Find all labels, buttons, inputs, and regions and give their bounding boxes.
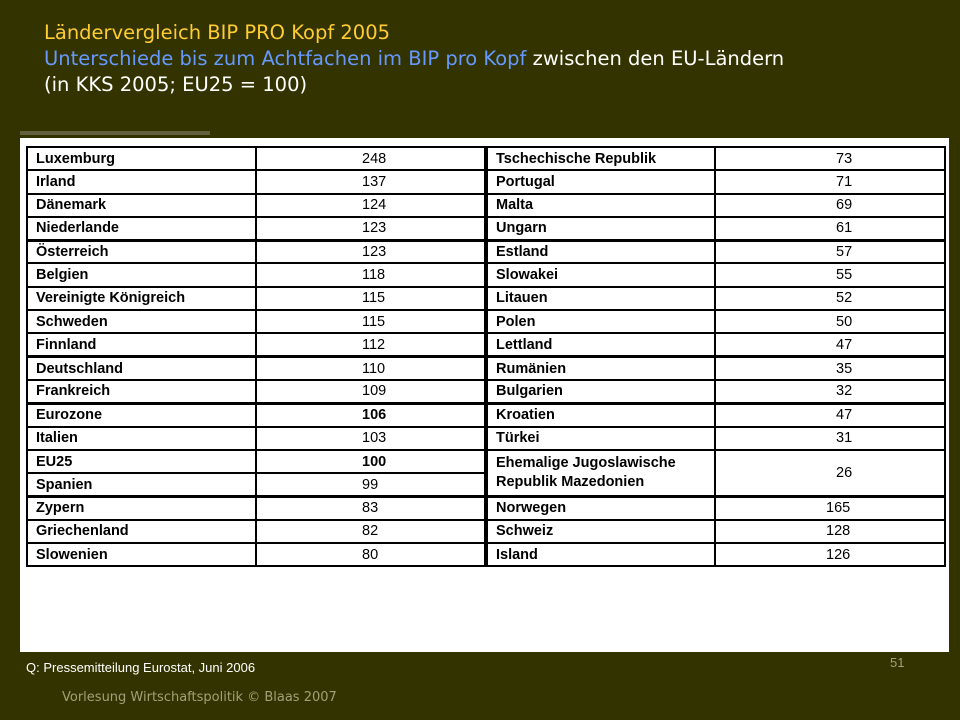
right-value: 55	[715, 263, 945, 286]
table-row	[27, 310, 945, 333]
right-value: 73	[715, 147, 945, 170]
right-country: Malta	[487, 194, 715, 217]
left-value: 118	[256, 263, 485, 286]
footer-text: Vorlesung Wirtschaftspolitik © Blaas 2007	[62, 690, 337, 705]
left-value: 124	[256, 194, 485, 217]
left-country: Österreich	[27, 240, 256, 263]
table-row	[27, 240, 945, 263]
table-row	[27, 380, 945, 403]
right-country: Polen	[487, 310, 715, 333]
table-row	[27, 217, 945, 240]
right-value: 165	[715, 496, 945, 519]
left-value: 110	[256, 357, 485, 380]
left-value: 83	[256, 496, 485, 519]
table-row	[27, 333, 945, 356]
right-value: 32	[715, 380, 945, 403]
right-country: Tschechische Republik	[487, 147, 715, 170]
left-country: Zypern	[27, 496, 256, 519]
left-country: Deutschland	[27, 357, 256, 380]
left-value: 82	[256, 520, 485, 543]
left-country: EU25	[27, 450, 256, 473]
left-country: Vereinigte Königreich	[27, 287, 256, 310]
table-row	[27, 520, 945, 543]
left-country: Eurozone	[27, 403, 256, 426]
right-country: Litauen	[487, 287, 715, 310]
right-value: 31	[715, 427, 945, 450]
table-row	[27, 403, 945, 426]
table-row	[27, 427, 945, 450]
right-value: 47	[715, 403, 945, 426]
right-value: 52	[715, 287, 945, 310]
left-country: Frankreich	[27, 380, 256, 403]
left-value: 109	[256, 380, 485, 403]
right-value: 128	[715, 520, 945, 543]
left-value: 115	[256, 287, 485, 310]
left-country: Niederlande	[27, 217, 256, 240]
right-country: Ungarn	[487, 217, 715, 240]
left-value: 106	[256, 403, 485, 426]
left-country: Irland	[27, 170, 256, 193]
right-value: 47	[715, 333, 945, 356]
slide-subtitle	[44, 46, 944, 72]
table-row	[27, 263, 945, 286]
slide-title: Ländervergleich BIP PRO Kopf 2005	[44, 21, 391, 44]
left-value: 112	[256, 333, 485, 356]
left-value: 80	[256, 543, 485, 566]
left-country: Italien	[27, 427, 256, 450]
right-country: Slowakei	[487, 263, 715, 286]
left-value: 123	[256, 217, 485, 240]
right-value: 126	[715, 543, 945, 566]
right-country: Schweiz	[487, 520, 715, 543]
right-country: Estland	[487, 240, 715, 263]
table-row	[27, 170, 945, 193]
left-value: 123	[256, 240, 485, 263]
left-country: Belgien	[27, 263, 256, 286]
subtitle-highlight: Unterschiede bis zum Achtfachen im BIP pro Kopf	[44, 47, 527, 70]
table-row	[27, 450, 945, 473]
right-country: Island	[487, 543, 715, 566]
right-value: 35	[715, 357, 945, 380]
right-country: Türkei	[487, 427, 715, 450]
right-value: 71	[715, 170, 945, 193]
page-number: 51	[890, 655, 905, 670]
left-value: 115	[256, 310, 485, 333]
right-value: 69	[715, 194, 945, 217]
right-value: 26	[715, 450, 945, 497]
table-row	[27, 194, 945, 217]
right-country: Bulgarien	[487, 380, 715, 403]
left-value: 137	[256, 170, 485, 193]
left-value: 103	[256, 427, 485, 450]
subtitle-rest: zwischen den EU-Ländern	[526, 47, 785, 70]
left-country: Spanien	[27, 473, 256, 496]
right-value: 57	[715, 240, 945, 263]
table-row	[27, 543, 945, 566]
source-note: Q: Pressemitteilung Eurostat, Juni 2006	[26, 660, 256, 675]
decorative-divider	[20, 131, 210, 135]
right-country: Ehemalige Jugoslawische Republik Mazedonien	[487, 450, 715, 497]
right-country: Norwegen	[487, 496, 715, 519]
left-value: 99	[256, 473, 485, 496]
left-value: 248	[256, 147, 485, 170]
right-country: Lettland	[487, 333, 715, 356]
right-country: Portugal	[487, 170, 715, 193]
right-value: 50	[715, 310, 945, 333]
right-value: 61	[715, 217, 945, 240]
right-country: Rumänien	[487, 357, 715, 380]
left-country: Luxemburg	[27, 147, 256, 170]
right-country: Kroatien	[487, 403, 715, 426]
left-country: Slowenien	[27, 543, 256, 566]
left-country: Griechenland	[27, 520, 256, 543]
left-value: 100	[256, 450, 485, 473]
table-row	[27, 147, 945, 170]
table-panel	[20, 138, 949, 652]
table-row	[27, 496, 945, 519]
slide-unit-note: (in KKS 2005; EU25 = 100)	[44, 73, 308, 96]
left-country: Dänemark	[27, 194, 256, 217]
table-row	[27, 287, 945, 310]
gdp-table	[26, 146, 946, 567]
slide-title-block	[44, 20, 944, 98]
left-country: Finnland	[27, 333, 256, 356]
left-country: Schweden	[27, 310, 256, 333]
table-row	[27, 357, 945, 380]
